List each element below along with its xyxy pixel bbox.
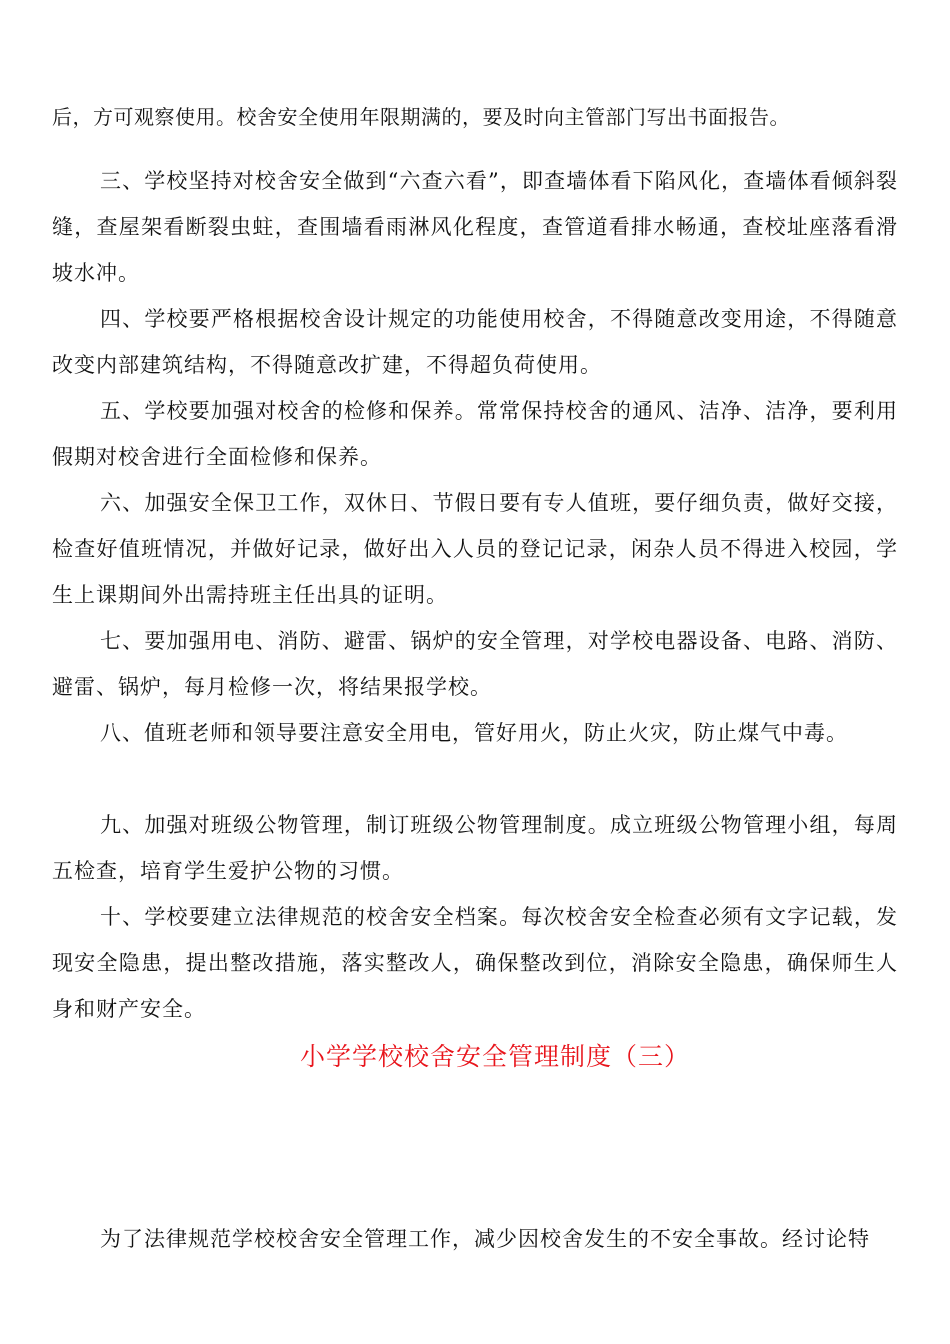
paragraph-8: 八、值班老师和领导要注意安全用电，管好用火，防止火灾，防止煤气中毒。 (100, 721, 848, 745)
paragraph-10: 十、学校要建立法律规范的校舍安全档案。每次校舍安全检查必须有文字记载，发现安全隐患，提出整改措施，落实整改人，确保整改到位，消除安全隐患，确保师生人身和财产安全。 (52, 905, 898, 1021)
paragraph-9: 九、加强对班级公物管理，制订班级公物管理制度。成立班级公物管理小组，每周五检查，培育学生爱护公物的习惯。 (52, 813, 898, 883)
lead-paragraph: 后，方可观察使用。校舍安全使用年限期满的，要及时向主管部门写出书面报告。 (52, 105, 790, 129)
paragraph-7: 七、要加强用电、消防、避雷、锅炉的安全管理，对学校电器设备、电路、消防、避雷、锅炉，每月检修一次，将结果报学校。 (52, 629, 898, 699)
intro-paragraph: 为了法律规范学校校舍安全管理工作，减少因校舍发生的不安全事故。经讨论特 (100, 1227, 870, 1251)
paragraph-3: 三、学校坚持对校舍安全做到“六查六看”，即查墙体看下陷风化，查墙体看倾斜裂缝，查屋架看断裂虫蛀，查围墙看雨淋风化程度，查管道看排水畅通，查校址座落看滑坡水冲。 (52, 169, 898, 285)
section-title: 小学学校校舍安全管理制度（三） (299, 1042, 690, 1071)
paragraph-4: 四、学校要严格根据校舍设计规定的功能使用校舍，不得随意改变用途，不得随意改变内部建筑结构，不得随意改扩建，不得超负荷使用。 (52, 307, 898, 377)
paragraph-6: 六、加强安全保卫工作，双休日、节假日要有专人值班，要仔细负责，做好交接，检查好值班情况，并做好记录，做好出入人员的登记记录，闲杂人员不得进入校园，学生上课期间外出需持班主任出具的证明。 (52, 491, 898, 607)
paragraph-5: 五、学校要加强对校舍的检修和保养。常常保持校舍的通风、洁净、洁净，要利用假期对校舍进行全面检修和保养。 (52, 399, 898, 469)
